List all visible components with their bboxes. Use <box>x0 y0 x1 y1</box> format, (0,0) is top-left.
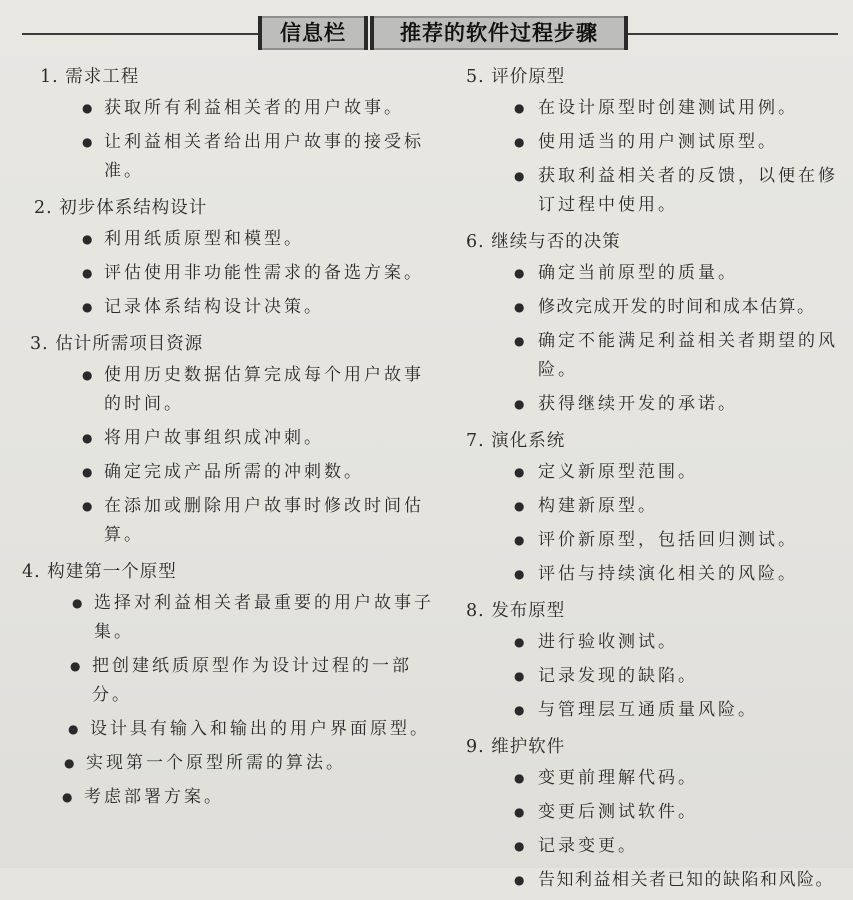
list-item: ● 在设计原型时创建测试用例。 <box>462 94 847 123</box>
step-title: 2. 初步体系结构设计 <box>34 198 208 218</box>
step-title: 4. 构建第一个原型 <box>22 562 177 582</box>
list-item: ● 变更前理解代码。 <box>462 764 847 793</box>
list-item: ● 修改完成开发的时间和成本估算。 <box>462 293 847 322</box>
bullet-icon: ● <box>82 499 93 513</box>
step-go-no-go <box>462 225 847 419</box>
bullet-icon: ● <box>514 499 525 513</box>
list-item: ● 利用纸质原型和模型。 <box>22 225 442 254</box>
bullet-icon: ● <box>82 431 93 445</box>
right-column <box>462 60 847 900</box>
list-item: ● 构建新原型。 <box>462 492 847 521</box>
step-architecture <box>22 191 442 322</box>
step-release <box>462 594 847 725</box>
step-estimate <box>22 327 442 550</box>
list-item: ● 选择对利益相关者最重要的用户故事子集。 <box>22 589 442 647</box>
bullet-icon: ● <box>514 300 525 314</box>
bullet-icon: ● <box>514 533 525 547</box>
bullet-icon: ● <box>514 567 525 581</box>
step-maintain <box>462 730 847 895</box>
step-requirements <box>22 60 442 186</box>
list-item: ● 记录变更。 <box>462 832 847 861</box>
list-item: ● 进行验收测试。 <box>462 628 847 657</box>
list-item: ● 与管理层互通质量风险。 <box>462 696 847 725</box>
bullet-icon: ● <box>82 266 93 280</box>
list-item: ● 设计具有输入和输出的用户界面原型。 <box>22 715 442 744</box>
left-column <box>22 60 442 817</box>
header-rule-left <box>22 33 258 35</box>
header-rule-right <box>628 33 838 35</box>
step-title: 7. 演化系统 <box>466 431 566 451</box>
list-item: ● 告知利益相关者已知的缺陷和风险。 <box>462 866 847 895</box>
bullet-icon: ● <box>82 101 93 115</box>
bullet-icon: ● <box>82 135 93 149</box>
bullet-icon: ● <box>82 232 93 246</box>
list-item: ● 确定当前原型的质量。 <box>462 259 847 288</box>
list-item: ● 让利益相关者给出用户故事的接受标准。 <box>22 128 442 186</box>
bullet-icon: ● <box>514 635 525 649</box>
list-item: ● 记录体系结构设计决策。 <box>22 293 442 322</box>
bullet-icon: ● <box>514 703 525 717</box>
bullet-icon: ● <box>82 465 93 479</box>
bullet-icon: ● <box>514 135 525 149</box>
step-title: 9. 维护软件 <box>466 737 566 757</box>
bullet-icon: ● <box>514 465 525 479</box>
list-item: ● 评价新原型，包括回归测试。 <box>462 526 847 555</box>
list-item: ● 获取利益相关者的反馈，以便在修订过程中使用。 <box>462 162 847 220</box>
bullet-icon: ● <box>514 334 525 348</box>
step-evaluate <box>462 60 847 220</box>
step-first-prototype <box>22 555 442 812</box>
list-item: ● 记录发现的缺陷。 <box>462 662 847 691</box>
list-item: ● 定义新原型范围。 <box>462 458 847 487</box>
step-title: 3. 估计所需项目资源 <box>30 334 204 354</box>
bullet-icon: ● <box>514 873 525 887</box>
list-item: ● 评估与持续演化相关的风险。 <box>462 560 847 589</box>
list-item: ● 评估使用非功能性需求的备选方案。 <box>22 259 442 288</box>
bullet-icon: ● <box>514 266 525 280</box>
bullet-icon: ● <box>514 805 525 819</box>
list-item: ● 实现第一个原型所需的算法。 <box>22 749 442 778</box>
sidebar-tag-label: 信息栏 <box>262 18 364 48</box>
bullet-icon: ● <box>514 169 525 183</box>
sidebar-header <box>0 12 853 52</box>
sidebar-title-tag <box>370 16 628 50</box>
step-title: 8. 发布原型 <box>466 601 566 621</box>
bullet-icon: ● <box>514 839 525 853</box>
list-item: ● 将用户故事组织成冲刺。 <box>22 424 442 453</box>
bullet-icon: ● <box>70 659 81 673</box>
list-item: ● 确定不能满足利益相关者期望的风险。 <box>462 327 847 385</box>
list-item: ● 变更后测试软件。 <box>462 798 847 827</box>
list-item: ● 获取所有利益相关者的用户故事。 <box>22 94 442 123</box>
bullet-icon: ● <box>64 756 75 770</box>
list-item: ● 使用历史数据估算完成每个用户故事的时间。 <box>22 361 442 419</box>
bullet-icon: ● <box>72 596 83 610</box>
step-title: 1. 需求工程 <box>40 67 140 87</box>
sidebar-tag <box>258 16 368 50</box>
list-item: ● 确定完成产品所需的冲刺数。 <box>22 458 442 487</box>
list-item: ● 把创建纸质原型作为设计过程的一部分。 <box>22 652 442 710</box>
bullet-icon: ● <box>514 397 525 411</box>
bullet-icon: ● <box>514 101 525 115</box>
bullet-icon: ● <box>62 790 73 804</box>
step-evolve <box>462 424 847 589</box>
step-title: 6. 继续与否的决策 <box>466 232 621 252</box>
bullet-icon: ● <box>514 669 525 683</box>
list-item: ● 考虑部署方案。 <box>22 783 442 812</box>
bullet-icon: ● <box>514 771 525 785</box>
step-title: 5. 评价原型 <box>466 67 566 87</box>
list-item: ● 使用适当的用户测试原型。 <box>462 128 847 157</box>
bullet-icon: ● <box>82 368 93 382</box>
sidebar-title: 推荐的软件过程步骤 <box>374 18 624 48</box>
list-item: ● 在添加或删除用户故事时修改时间估算。 <box>22 492 442 550</box>
bullet-icon: ● <box>82 300 93 314</box>
bullet-icon: ● <box>68 722 79 736</box>
list-item: ● 获得继续开发的承诺。 <box>462 390 847 419</box>
